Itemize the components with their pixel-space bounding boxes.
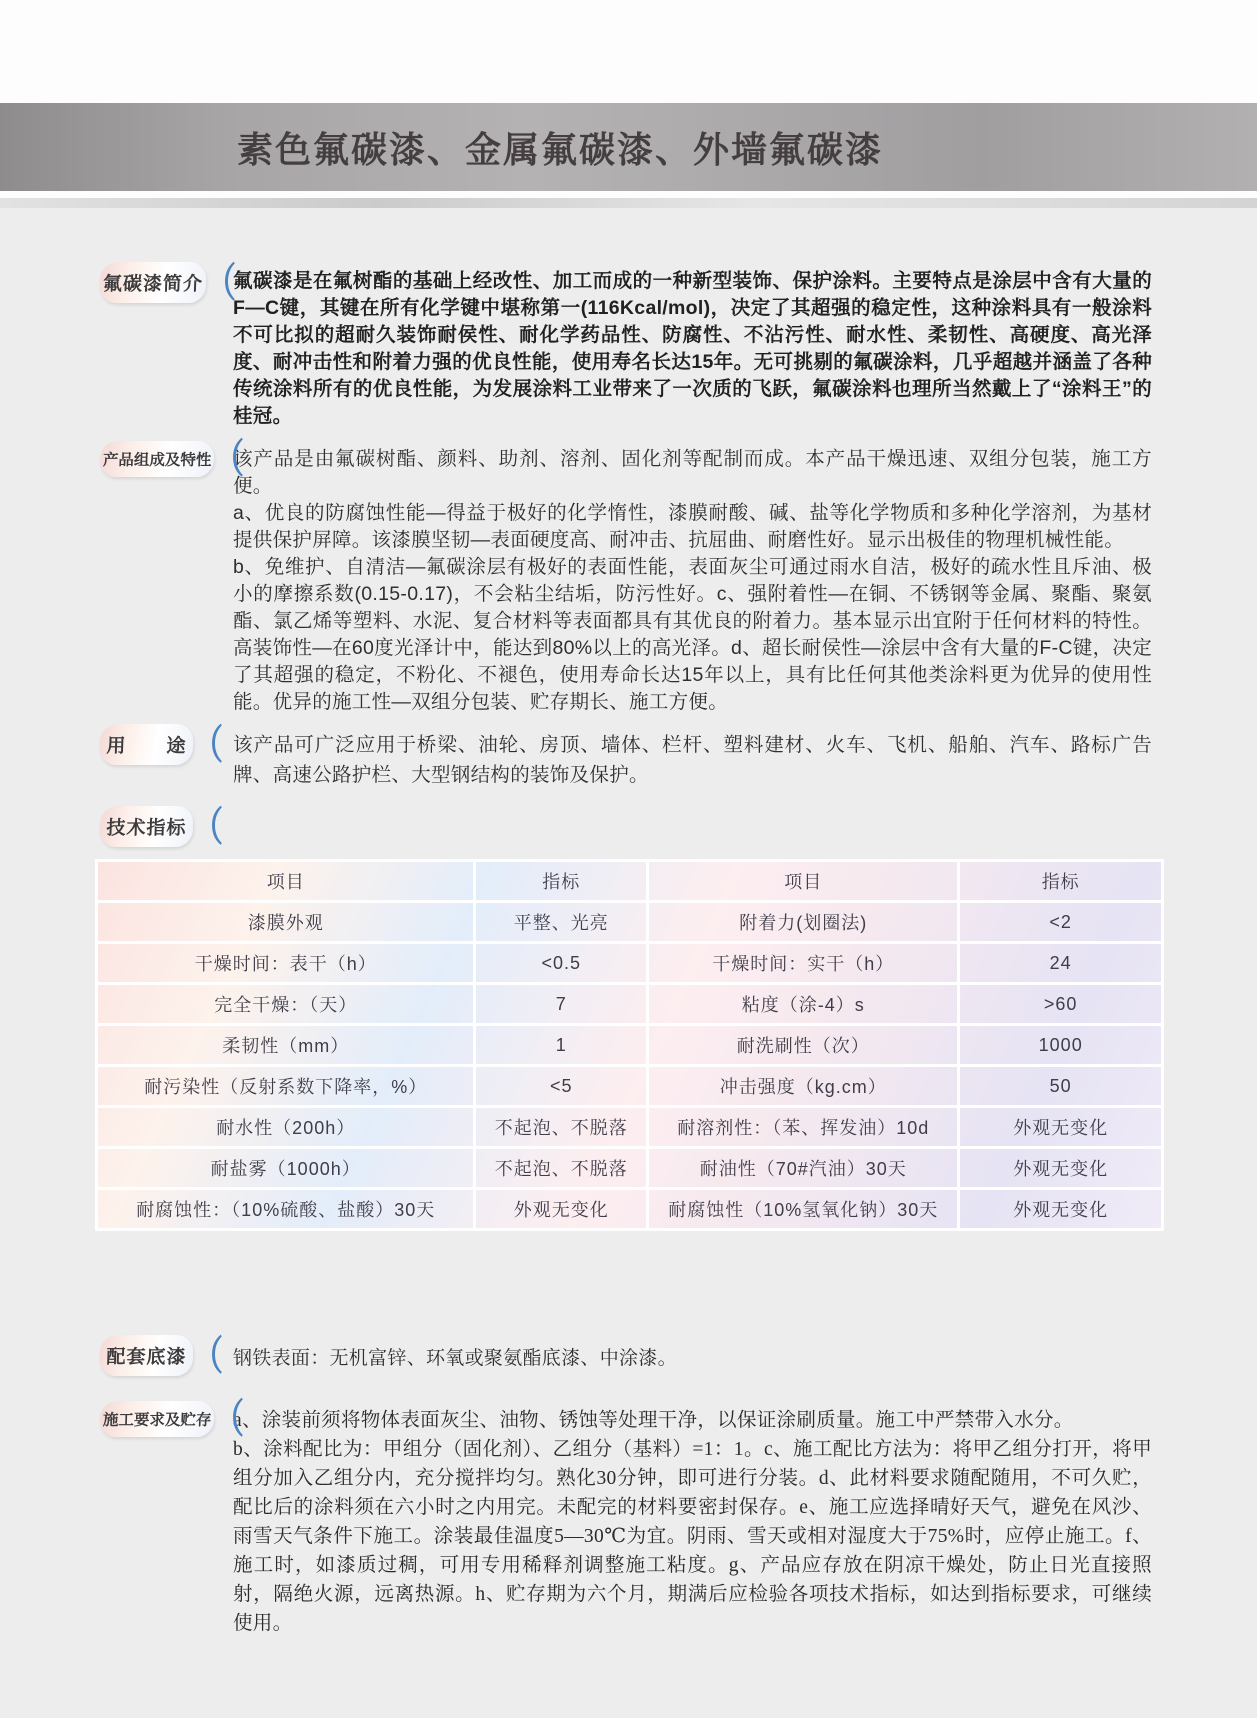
table-cell: 耐洗刷性（次） (648, 1025, 959, 1066)
section-label-intro (100, 260, 237, 305)
table-cell: 7 (475, 984, 648, 1025)
header-banner (0, 103, 1257, 191)
paragraph: b、涂料配比为：甲组分（固化剂）、乙组分（基料）=1：1。c、施工配比方法为：将甲乙组分打开，将甲组分加入乙组分内，充分搅拌均匀。熟化30分钟，即可进行分装。d、此材料要求随配随用，不可久贮，配比后的涂料须在六小时之内用完。未配完的材料要密封保存。e、施工应选择晴好天气，避免在风沙、雨雪天气条件下施工。涂装最佳温度5—30℃为宜。阴雨、雪天或相对湿度大于75%时，应停止施工。f、施工时，如漆质过稠，可用专用稀释剂调整施工粘度。g、产品应存放在阴凉干燥处，防止日光直接照射，隔绝火源，远离热源。h、贮存期为六个月，期满后应检验各项技术指标，如达到指标要求，可继续使用。 (233, 1439, 1152, 1634)
section-text (233, 268, 1152, 430)
section-text (233, 730, 1152, 790)
table-cell: 不起泡、不脱落 (475, 1107, 648, 1148)
open-bracket-icon: （ (193, 1333, 223, 1378)
section-label-tech-specs (100, 806, 233, 847)
section-composition (100, 437, 1152, 716)
section-usage (100, 722, 1152, 790)
page-title: 素色氟碳漆、金属氟碳漆、外墙氟碳漆 (237, 128, 884, 170)
paragraph: 氟碳漆是在氟树酯的基础上经改性、加工而成的一种新型装饰、保护涂料。主要特点是涂层中含有大量的F—C键，其键在所有化学键中堪称第一(116Kcal/mol)，决定了其超强的稳定性，这种涂料具有一般涂料不可比拟的超耐久装饰耐侯性、耐化学药品性、防腐性、不沾污性、耐水性、柔韧性、高硬度、高光泽度、耐冲击性和附着力强的优良性能，使用寿名长达15年。无可挑剔的氟碳涂料，几乎超越并涵盖了各种传统涂料所有的优良性能，为发展涂料工业带来了一次质的飞跃，氟碳涂料也理所当然戴上了“涂料王”的桂冠。 (233, 270, 1152, 427)
paragraph: 该产品可广泛应用于桥梁、油轮、房顶、墙体、栏杆、塑料建材、火车、飞机、船舶、汽车、路标广告牌、高速公路护栏、大型钢结构的装饰及保护。 (233, 734, 1152, 786)
table-cell: <0.5 (475, 943, 648, 984)
table-row (97, 1189, 1163, 1230)
table-cell: 外观无变化 (475, 1189, 648, 1230)
table-cell: 耐水性（200h） (97, 1107, 475, 1148)
section-primer (100, 1333, 1152, 1378)
table-cell: 指标 (959, 861, 1163, 902)
section-label-composition (100, 437, 244, 481)
table-cell: 冲击强度（kg.cm） (648, 1066, 959, 1107)
table-cell: >60 (959, 984, 1163, 1025)
tech-specs-table-wrap (95, 859, 1164, 1231)
table-cell: 1000 (959, 1025, 1163, 1066)
table-cell: 耐腐蚀性（10%氢氧化钠）30天 (648, 1189, 959, 1230)
open-bracket-icon: （ (193, 722, 223, 767)
open-bracket-icon: （ (206, 260, 237, 305)
table-cell: 柔韧性（mm） (97, 1025, 475, 1066)
table-row (97, 1107, 1163, 1148)
section-intro (100, 260, 1152, 430)
banner-underline-strip (0, 198, 1257, 208)
section-label-pill: 施工要求及贮存 (99, 1401, 214, 1437)
table-cell: 耐污染性（反射系数下降率，%） (97, 1066, 475, 1107)
section-label-application (100, 1397, 244, 1441)
table-cell: <2 (959, 902, 1163, 943)
table-cell: 耐盐雾（1000h） (97, 1148, 475, 1189)
section-label-pill: 配套底漆 (99, 1335, 193, 1376)
paragraph: 该产品是由氟碳树酯、颜料、助剂、溶剂、固化剂等配制而成。本产品干燥迅速、双组分包装，施工方便。 (233, 448, 1152, 497)
section-text (233, 1341, 1152, 1372)
paragraph: 钢铁表面：无机富锌、环氧或聚氨酯底漆、中涂漆。 (233, 1348, 677, 1369)
table-cell: <5 (475, 1066, 648, 1107)
table-row (97, 943, 1163, 984)
table-cell: 耐溶剂性：（苯、挥发油）10d (648, 1107, 959, 1148)
section-label-usage (100, 724, 233, 765)
table-cell: 平整、光亮 (475, 902, 648, 943)
section-label-primer (100, 1335, 233, 1376)
table-row (97, 984, 1163, 1025)
table-cell: 外观无变化 (959, 1189, 1163, 1230)
table-cell: 50 (959, 1066, 1163, 1107)
open-bracket-icon: （ (193, 804, 223, 849)
section-text (233, 1406, 1152, 1638)
section-label-pill: 产品组成及特性 (99, 441, 214, 477)
section-label-pill: 用 途 (99, 724, 193, 765)
table-row (97, 861, 1163, 902)
table-cell: 项目 (97, 861, 475, 902)
open-bracket-icon: （ (214, 1397, 244, 1441)
table-cell: 耐油性（70#汽油）30天 (648, 1148, 959, 1189)
tech-specs-table (95, 859, 1164, 1231)
table-cell: 干燥时间：实干（h） (648, 943, 959, 984)
tech-specs-table-body (97, 861, 1163, 1230)
table-row (97, 1025, 1163, 1066)
section-application (100, 1397, 1152, 1638)
table-cell: 耐腐蚀性：（10%硫酸、盐酸）30天 (97, 1189, 475, 1230)
table-cell: 附着力(划圈法) (648, 902, 959, 943)
paragraph: a、涂装前须将物体表面灰尘、油物、锈蚀等处理干净，以保证涂刷质量。施工中严禁带入水分。 (233, 1410, 1074, 1431)
table-cell: 不起泡、不脱落 (475, 1148, 648, 1189)
table-cell: 粘度（涂-4）s (648, 984, 959, 1025)
table-cell: 完全干燥：（天） (97, 984, 475, 1025)
table-cell: 外观无变化 (959, 1107, 1163, 1148)
section-tech-specs (100, 804, 1152, 849)
table-cell: 漆膜外观 (97, 902, 475, 943)
table-cell: 1 (475, 1025, 648, 1066)
open-bracket-icon: （ (214, 437, 244, 481)
section-label-pill: 氟碳漆简介 (99, 262, 206, 303)
table-cell: 干燥时间：表干（h） (97, 943, 475, 984)
paragraph: b、免维护、自清洁—氟碳涂层有极好的表面性能，表面灰尘可通过雨水自洁，极好的疏水性且斥油、极小的摩擦系数(0.15-0.17)，不会粘尘结垢，防污性好。c、强附着性—在铜、不锈钢等金属、聚酯、聚氨酯、氯乙烯等塑料、水泥、复合材料等表面都具有其优良的附着力。基本显示出宜附于任何材料的特性。高装饰性—在60度光泽计中，能达到80%以上的高光泽。d、超长耐侯性—涂层中含有大量的F-C键，决定了其超强的稳定，不粉化、不褪色，使用寿命长达15年以上，具有比任何其他类涂料更为优异的使用性能。优异的施工性—双组分包装、贮存期长、施工方便。 (233, 556, 1152, 713)
table-row (97, 1148, 1163, 1189)
table-cell: 24 (959, 943, 1163, 984)
content-area (0, 208, 1257, 1718)
section-text (233, 446, 1152, 716)
table-cell: 外观无变化 (959, 1148, 1163, 1189)
table-cell: 项目 (648, 861, 959, 902)
table-row (97, 1066, 1163, 1107)
paragraph: a、优良的防腐蚀性能—得益于极好的化学惰性，漆膜耐酸、碱、盐等化学物质和多种化学溶剂，为基材提供保护屏障。该漆膜坚韧—表面硬度高、耐冲击、抗屈曲、耐磨性好。显示出极佳的物理机械性能。 (233, 502, 1152, 551)
section-label-pill: 技术指标 (99, 806, 193, 847)
table-row (97, 902, 1163, 943)
table-cell: 指标 (475, 861, 648, 902)
